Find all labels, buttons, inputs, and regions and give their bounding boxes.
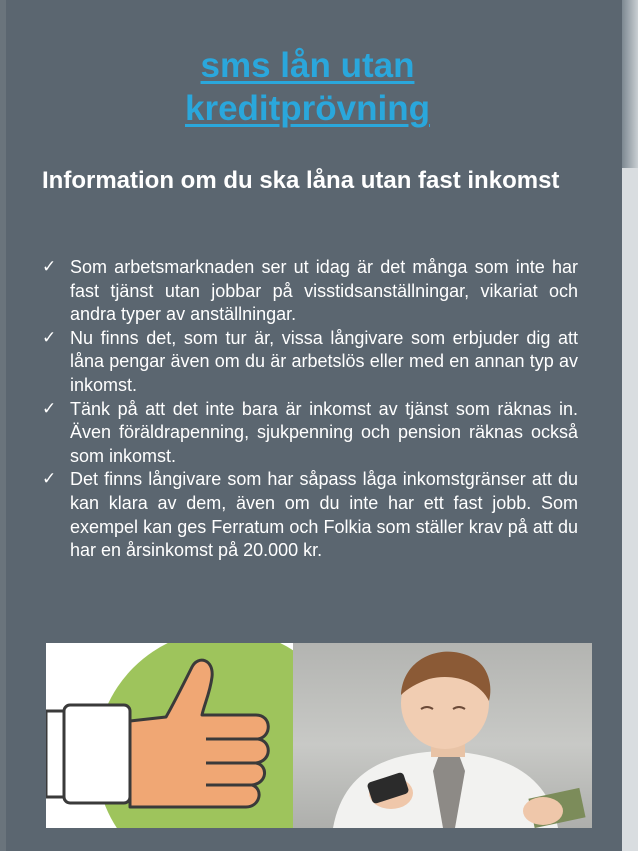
list-item [42,398,578,469]
side-strip [622,0,638,168]
side-strip-light [622,168,638,851]
check-icon: ✓ [42,398,57,419]
check-icon: ✓ [42,469,57,490]
thumbs-up-icon [46,643,293,828]
page-title [0,44,615,130]
page-title-line1: sms lån utan [200,46,415,85]
bullet-list [42,256,578,563]
thumbs-up-image [46,643,293,828]
list-item [42,327,578,398]
list-item [42,468,578,562]
list-item-text: Nu finns det, som tur är, vissa långivare som erbjuder dig att låna pengar även om du är arbetslös eller med en annan typ av inkomst. [70,327,578,395]
check-icon: ✓ [42,327,57,348]
section-heading: Information om du ska låna utan fast inkomst [42,167,560,194]
list-item-text: Som arbetsmarknaden ser ut idag är det många som inte har fast tjänst utan jobbar på visstidsanställningar, vikariat och andra typer av anställningar. [70,257,578,325]
child-photo [293,643,592,828]
list-item [42,256,578,327]
child-with-phone-and-money-photo [293,643,592,828]
list-item-text: Tänk på att det inte bara är inkomst av tjänst som räknas in. Även föräldrapenning, sjukpenning och pension räknas också som inkomst. [70,398,578,466]
list-item-text: Det finns långivare som har såpass låga inkomstgränser att du kan klara av dem, även om du inte har ett fast jobb. Som exempel kan ges Ferratum och Folkia som ställer krav på att du har en årsinkomst på 20.000 kr. [70,469,578,561]
check-icon: ✓ [42,257,57,277]
page-title-line2: kreditprövning [184,89,431,128]
